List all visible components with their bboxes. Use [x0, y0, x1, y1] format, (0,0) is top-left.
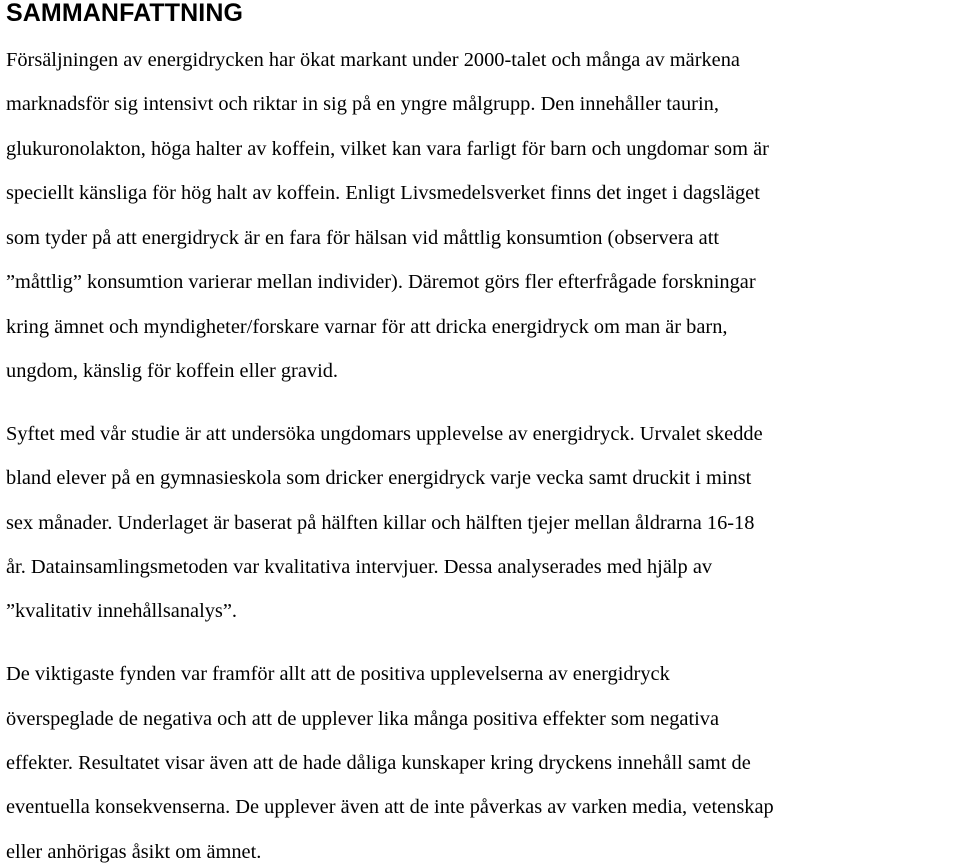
- paragraph-1-line-7: kring ämnet och myndigheter/forskare varnar för att dricka energidryck om man är barn,: [6, 316, 728, 338]
- paragraph-2-line-5: ”kvalitativ innehållsanalys”.: [6, 600, 238, 622]
- paragraph-2-line-2: bland elever på en gymnasieskola som dricker energidryck varje vecka samt druckit i minst: [6, 467, 752, 489]
- paragraph-2-line-3: sex månader. Underlaget är baserat på hälften killar och hälften tjejer mellan åldrarna 16-18: [6, 512, 755, 534]
- paragraph-1-line-5: som tyder på att energidryck är en fara för hälsan vid måttlig konsumtion (observera att: [6, 227, 720, 249]
- paragraph-1-line-8: ungdom, känslig för koffein eller gravid.: [6, 360, 339, 382]
- paragraph-1-line-1: Försäljningen av energidrycken har ökat markant under 2000-talet och många av märkena: [6, 49, 740, 71]
- paragraph-2-line-1: Syftet med vår studie är att undersöka ungdomars upplevelse av energidryck. Urvalet skedde: [6, 423, 763, 445]
- paragraph-1-line-4: speciellt känsliga för hög halt av koffein. Enligt Livsmedelsverket finns det inget i dagsläget: [6, 182, 760, 204]
- paragraph-3-line-2: överspeglade de negativa och att de upplever lika många positiva effekter som negativa: [6, 708, 720, 730]
- paragraph-3-line-3: effekter. Resultatet visar även att de hade dåliga kunskaper kring dryckens innehåll samt de: [6, 752, 751, 774]
- paragraph-3-line-5: eller anhörigas åsikt om ämnet.: [6, 841, 262, 863]
- paragraph-1-line-3: glukuronolakton, höga halter av koffein, vilket kan vara farligt för barn och ungdomar som är: [6, 138, 769, 160]
- paragraph-1-line-2: marknadsför sig intensivt och riktar in sig på en yngre målgrupp. Den innehåller taurin,: [6, 93, 719, 115]
- paragraph-3-line-1: De viktigaste fynden var framför allt att de positiva upplevelserna av energidryck: [6, 663, 670, 685]
- paragraph-3-line-4: eventuella konsekvenserna. De upplever även att de inte påverkas av varken media, vetenskap: [6, 796, 774, 818]
- paragraph-2-line-4: år. Datainsamlingsmetoden var kvalitativa intervjuer. Dessa analyserades med hjälp av: [6, 556, 713, 578]
- paragraph-1-line-6: ”måttlig” konsumtion varierar mellan individer). Däremot görs fler efterfrågade forskningar: [6, 271, 756, 293]
- summary-heading: SAMMANFATTNING: [6, 0, 244, 27]
